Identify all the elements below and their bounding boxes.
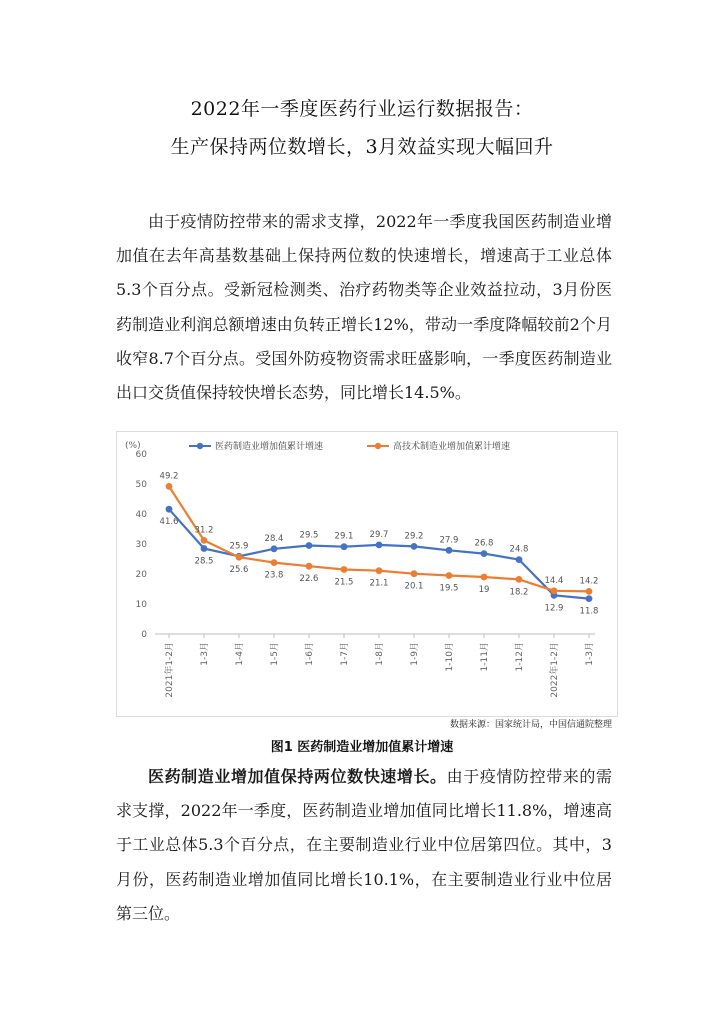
data-label: 21.1 bbox=[369, 578, 389, 589]
data-point bbox=[341, 566, 348, 573]
data-point bbox=[481, 574, 488, 581]
data-label: 29.5 bbox=[299, 530, 319, 541]
data-label: 22.6 bbox=[299, 574, 319, 585]
data-label: 11.8 bbox=[579, 606, 599, 617]
x-tick-label: 1-7月 bbox=[340, 642, 350, 666]
x-tick-label: 1-3月 bbox=[585, 642, 595, 666]
data-point bbox=[551, 587, 558, 594]
data-point bbox=[446, 572, 453, 579]
data-label: 19 bbox=[478, 585, 490, 595]
y-tick-label: 50 bbox=[135, 480, 147, 490]
data-label: 26.8 bbox=[474, 538, 494, 549]
data-point bbox=[306, 542, 313, 549]
legend-marker bbox=[375, 443, 381, 449]
data-point bbox=[411, 570, 418, 577]
data-label: 29.7 bbox=[369, 529, 389, 540]
data-point bbox=[376, 567, 383, 574]
data-label: 12.9 bbox=[544, 603, 564, 614]
data-label: 20.1 bbox=[404, 581, 424, 592]
data-point bbox=[341, 543, 348, 550]
x-tick-label: 1-12月 bbox=[515, 642, 525, 672]
report-title-line2: 生产保持两位数增长，3月效益实现大幅回升 bbox=[170, 136, 554, 158]
data-point bbox=[586, 595, 593, 602]
data-point bbox=[166, 483, 173, 490]
y-axis-unit: (%) bbox=[125, 441, 141, 451]
data-point bbox=[271, 545, 278, 552]
data-point bbox=[481, 550, 488, 557]
section-body: 由于疫情防控带来的需求支撑，2022年一季度，医药制造业增加值同比增长11.8%，增速高于工业总体5.3个百分点，在主要制造业行业中位居第四位。其中，3月份，医药制造业增加值同比增长10.1%，在主要制造业行业中位居第三位。 bbox=[116, 767, 612, 923]
data-label: 49.2 bbox=[159, 471, 179, 482]
data-point bbox=[516, 576, 523, 583]
x-tick-label: 1-5月 bbox=[270, 642, 280, 666]
data-point bbox=[411, 543, 418, 550]
data-point bbox=[516, 556, 523, 563]
data-point bbox=[586, 588, 593, 595]
figure-caption: 图1 医药制造业增加值累计增速 bbox=[270, 740, 454, 755]
data-label: 21.5 bbox=[334, 577, 354, 588]
intro-paragraph: 由于疫情防控带来的需求支撑，2022年一季度我国医药制造业增加值在去年高基数基础上保持两位数的快速增长，增速高于工业总体5.3个百分点。受新冠检测类、治疗药物类等企业效益拉动，3月份医药制造业利润总额增速由负转正增长12%，带动一季度降幅较前2个月收窄8.7个百分点。受国外防疫物资需求旺盛影响，一季度医药制造业出口交货值保持较快增长态势，同比增长14.5%。 bbox=[116, 212, 612, 403]
legend-label: 高技术制造业增加值累计增速 bbox=[393, 442, 511, 452]
data-point bbox=[201, 537, 208, 544]
data-point bbox=[306, 563, 313, 570]
data-label: 25.9 bbox=[229, 541, 249, 552]
x-tick-label: 1-9月 bbox=[410, 642, 420, 666]
report-title-line1: 2022年一季度医药行业运行数据报告： bbox=[190, 98, 534, 120]
data-label: 31.2 bbox=[194, 525, 214, 536]
y-tick-label: 30 bbox=[135, 540, 147, 550]
data-point bbox=[271, 559, 278, 566]
data-point bbox=[446, 547, 453, 554]
data-label: 29.1 bbox=[334, 531, 354, 542]
data-label: 14.4 bbox=[544, 575, 564, 586]
y-tick-label: 0 bbox=[141, 630, 147, 640]
data-label: 23.8 bbox=[264, 570, 284, 581]
growth-chart bbox=[116, 431, 618, 717]
data-point bbox=[201, 545, 208, 552]
y-tick-label: 60 bbox=[135, 450, 147, 460]
x-tick-label: 1-6月 bbox=[305, 642, 315, 666]
x-tick-label: 1-11月 bbox=[480, 642, 490, 672]
legend-label: 医药制造业增加值累计增速 bbox=[215, 442, 324, 452]
y-tick-label: 10 bbox=[135, 600, 147, 610]
data-label: 29.2 bbox=[404, 531, 424, 542]
data-point bbox=[166, 506, 173, 513]
chart-svg bbox=[117, 432, 617, 716]
legend-marker bbox=[197, 443, 203, 449]
y-tick-label: 20 bbox=[135, 570, 147, 580]
x-tick-label: 2022年1-2月 bbox=[550, 642, 560, 698]
x-tick-label: 1-10月 bbox=[445, 642, 455, 672]
data-label: 18.2 bbox=[509, 587, 529, 598]
data-point bbox=[376, 542, 383, 549]
data-label: 14.2 bbox=[579, 576, 599, 587]
data-label: 27.9 bbox=[439, 535, 459, 546]
y-tick-label: 40 bbox=[135, 510, 147, 520]
section-lead: 医药制造业增加值保持两位数快速增长。 bbox=[148, 767, 447, 786]
section-paragraph bbox=[116, 760, 612, 931]
x-tick-label: 1-8月 bbox=[375, 642, 385, 666]
data-label: 19.5 bbox=[439, 583, 459, 594]
data-source-note: 数据来源：国家统计局，中国信通院整理 bbox=[449, 720, 612, 730]
data-label: 24.8 bbox=[509, 544, 529, 555]
data-point bbox=[236, 554, 243, 561]
data-label: 41.6 bbox=[159, 517, 179, 528]
data-label: 25.6 bbox=[229, 565, 249, 576]
data-label: 28.5 bbox=[194, 556, 214, 567]
x-tick-label: 1-3月 bbox=[200, 642, 210, 666]
x-tick-label: 2021年1-2月 bbox=[165, 642, 175, 698]
x-tick-label: 1-4月 bbox=[235, 642, 245, 666]
data-label: 28.4 bbox=[264, 533, 284, 544]
